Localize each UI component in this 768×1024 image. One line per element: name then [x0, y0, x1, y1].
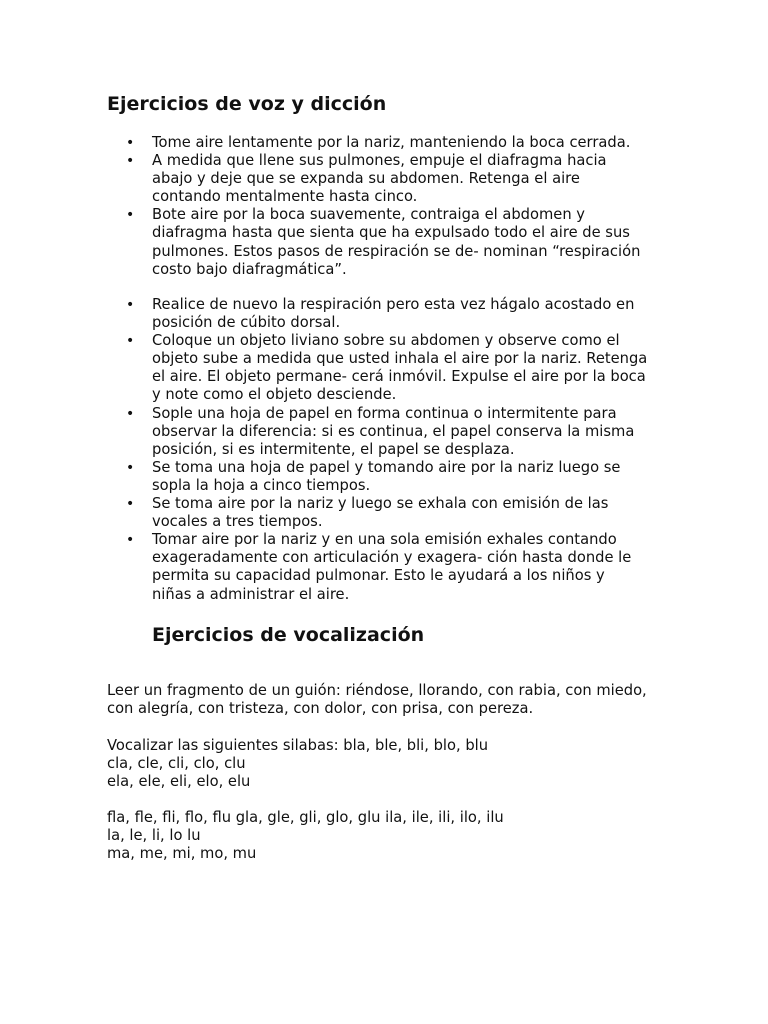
- paragraph-line: la, le, li, lo lu: [107, 827, 201, 845]
- paragraph-line: fla, fle, fli, flo, flu gla, gle, gli, glo, glu ila, ile, ili, ilo, ilu: [107, 809, 504, 826]
- bullet-icon: •: [126, 405, 135, 422]
- bullet-icon: •: [126, 153, 135, 170]
- list-item: [107, 332, 667, 404]
- list-item-line: exageradamente con articulación y exagera- ción hasta donde le: [152, 549, 632, 567]
- list-item-line: Coloque un objeto liviano sobre su abdomen y observe como el: [152, 332, 620, 350]
- list-item-line: el aire. El objeto permane- cerá inmóvil. Expulse el aire por la boca: [152, 368, 646, 386]
- list-item-line: Bote aire por la boca suavemente, contraiga el abdomen y: [152, 206, 585, 224]
- list-item-line: posición, si es intermitente, el papel se desplaza.: [152, 440, 515, 458]
- list-item-line: sopla la hoja a cinco tiempos.: [152, 476, 371, 494]
- list-item-line: niñas a administrar el aire.: [152, 585, 350, 603]
- list-item: [107, 206, 667, 278]
- paragraph-line: Vocalizar las siguientes silabas: bla, ble, bli, blo, blu: [107, 737, 489, 754]
- list-item-line: contando mentalmente hasta cinco.: [152, 188, 418, 206]
- list-item-line: permita su capacidad pulmonar. Esto le ayudará a los niños y: [152, 567, 605, 585]
- list-item-line: Realice de nuevo la respiración pero esta vez hágalo acostado en: [152, 296, 635, 313]
- list-item-line: Se toma aire por la nariz y luego se exhala con emisión de las: [152, 495, 609, 513]
- list-item: [107, 459, 667, 495]
- paragraph-line: cla, cle, cli, clo, clu: [107, 755, 246, 773]
- bullet-icon: •: [126, 496, 135, 513]
- list-item-line: Tomar aire por la nariz y en una sola emisión exhales contando: [152, 531, 617, 549]
- list-item-line: vocales a tres tiempos.: [152, 513, 323, 531]
- bullet-icon: •: [126, 207, 135, 224]
- list-item-line: costo bajo diafragmática”.: [152, 260, 347, 278]
- list-item: [107, 134, 667, 152]
- paragraph-line: con alegría, con tristeza, con dolor, con prisa, con pereza.: [107, 700, 534, 718]
- paragraph-line: ela, ele, eli, elo, elu: [107, 773, 251, 791]
- list-item: [107, 531, 667, 603]
- paragraph-line: Leer un fragmento de un guión: riéndose, llorando, con rabia, con miedo,: [107, 682, 647, 699]
- list-item-line: A medida que llene sus pulmones, empuje el diafragma hacia: [152, 152, 607, 170]
- bullet-icon: •: [126, 297, 135, 313]
- syllables-paragraph: [107, 737, 687, 791]
- list-item-line: diafragma hasta que sienta que ha expulsado todo el aire de sus: [152, 224, 630, 242]
- list-item-line: objeto sube a medida que usted inhala el aire por la nariz. Retenga: [152, 350, 648, 368]
- bullet-icon: •: [126, 135, 135, 151]
- section-title: Ejercicios de vocalización: [152, 624, 425, 646]
- bullet-icon: •: [126, 333, 135, 350]
- syllables-paragraph-2: [107, 809, 687, 863]
- list-item-line: abajo y deje que se expanda su abdomen. Retenga el aire: [152, 170, 580, 188]
- list-item-line: Tome aire lentamente por la nariz, manteniendo la boca cerrada.: [152, 134, 631, 151]
- list-item: [107, 495, 667, 531]
- paragraph-line: ma, me, mi, mo, mu: [107, 845, 257, 863]
- reading-paragraph: [107, 682, 687, 718]
- breathing-exercises-list: [107, 134, 667, 279]
- bullet-icon: •: [126, 532, 135, 549]
- list-item: [107, 152, 667, 206]
- list-item: [107, 296, 667, 332]
- list-item-line: Se toma una hoja de papel y tomando aire por la nariz luego se: [152, 458, 621, 476]
- list-item-line: y note como el objeto desciende.: [152, 386, 397, 404]
- list-item-line: Sople una hoja de papel en forma continua o intermitente para: [152, 404, 617, 422]
- list-item-line: pulmones. Estos pasos de respiración se de- nominan “respiración: [152, 242, 641, 260]
- bullet-icon: •: [126, 459, 135, 476]
- list-item-line: posición de cúbito dorsal.: [152, 314, 341, 332]
- page-title: Ejercicios de voz y dicción: [107, 93, 387, 115]
- list-item: [107, 405, 667, 459]
- list-item-line: observar la diferencia: si es continua, el papel conserva la misma: [152, 422, 635, 440]
- exercises-list: [107, 296, 667, 604]
